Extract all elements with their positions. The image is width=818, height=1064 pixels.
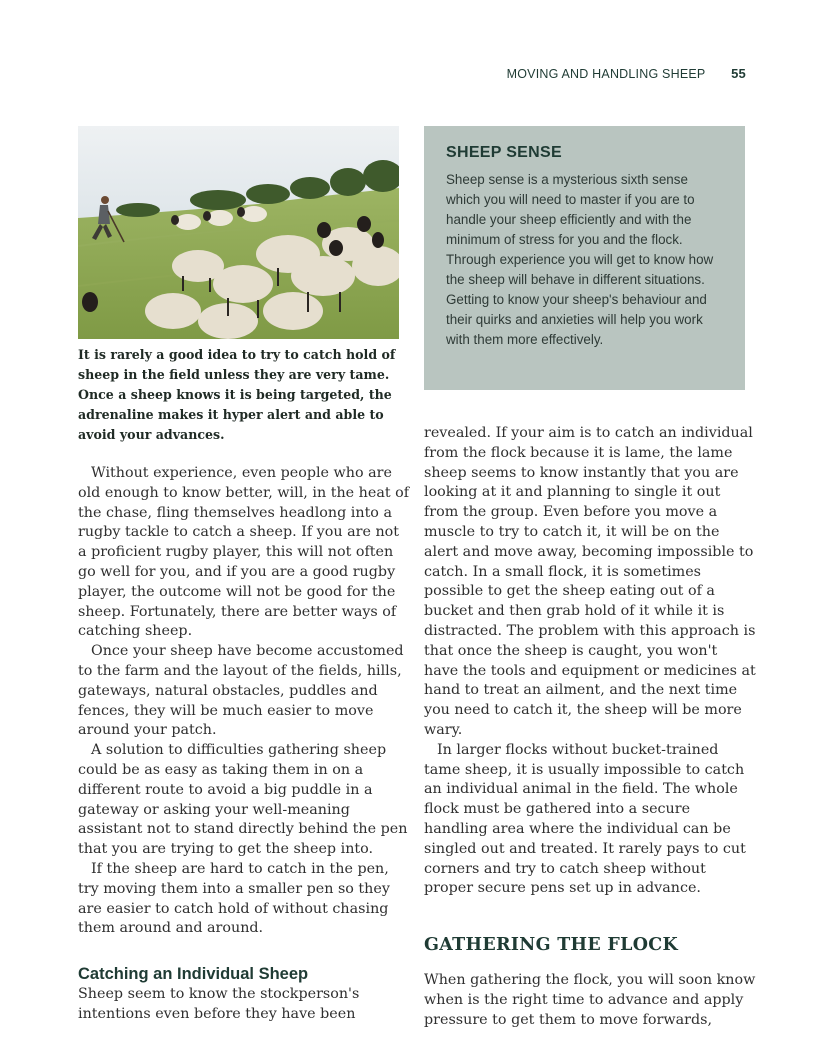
section-title-header: MOVING AND HANDLING SHEEP	[506, 67, 706, 81]
body-paragraph: Once your sheep have become accustomed to the farm and the layout of the fields, hills, gateways, natural obstacles, puddles and fences, they will be much easier to move around your patch.	[78, 643, 404, 739]
body-paragraph: If the sheep are hard to catch in the pen, try moving them into a smaller pen so they are easier to catch hold of without chasing them around and around.	[78, 860, 390, 937]
body-paragraph: When gathering the flock, you will soon know when is the right time to advance and apply pressure to get them to move forwards,	[424, 972, 756, 1028]
sidebar-title: SHEEP SENSE	[446, 144, 562, 161]
body-paragraph: revealed. If your aim is to catch an individual from the flock because it is lame, the lame sheep seems to know instantly that you are looking at it and planning to single it out from the group. Even before you move a muscle to try to catch it, it will be on the alert and move away, becoming impossible to catch. In a small flock, it is sometimes possible to get the sheep eating out of a bucket and then grab hold of it while it is distracted. The problem with this approach is that once the sheep is caught, you won't have the tools and equipment or medicines at hand to treat an ailment, and the next time you need to catch it, the sheep will be more wary.	[424, 425, 756, 738]
body-paragraph: In larger flocks without bucket-trained tame sheep, it is usually impossible to catch an individual animal in the field. The whole flock must be gathered into a secure handling area where the individual can be singled out and treated. It rarely pays to cut corners and try to catch sheep without proper secure pens set up in advance.	[424, 741, 746, 897]
left-column	[78, 464, 410, 1025]
body-paragraph: Without experience, even people who are old enough to know better, will, in the heat of the chase, fling themselves headlong into a rugby tackle to catch a sheep. If you are not a proficient rugby player, this will not often go well for you, and if you are a good rugby player, the outcome will not be good for the sheep. Fortunately, there are better ways of catching sheep.	[78, 465, 410, 640]
subheading-catching-individual: Catching an Individual Sheep	[78, 965, 309, 984]
sheep-field-photo	[78, 126, 399, 339]
sheep-sense-box	[424, 126, 745, 390]
right-column	[424, 424, 756, 1031]
page-number: 55	[731, 66, 746, 81]
section-heading-gathering: GATHERING THE FLOCK	[424, 935, 679, 956]
photo-caption: It is rarely a good idea to try to catch hold of sheep in the field unless they are very tame. Once a sheep knows it is being targeted, the adrenaline makes it hyper alert and able to avoid your advances.	[78, 347, 396, 442]
body-paragraph: Sheep seem to know the stockperson's intentions even before they have been	[78, 986, 360, 1022]
sidebar-body: Sheep sense is a mysterious sixth sense which you will need to master if you are to handle your sheep efficiently and with the minimum of stress for you and the flock. Through experience you will get to know how the sheep will behave in different situations. Getting to know your sheep's behaviour and their quirks and anxieties will help you work with them more effectively.	[446, 172, 714, 347]
body-paragraph: A solution to difficulties gathering sheep could be as easy as taking them in on a different route to avoid a big puddle in a gateway or asking your well-meaning assistant not to stand directly behind the pen that you are trying to get the sheep into.	[78, 742, 408, 858]
running-header	[0, 66, 746, 81]
